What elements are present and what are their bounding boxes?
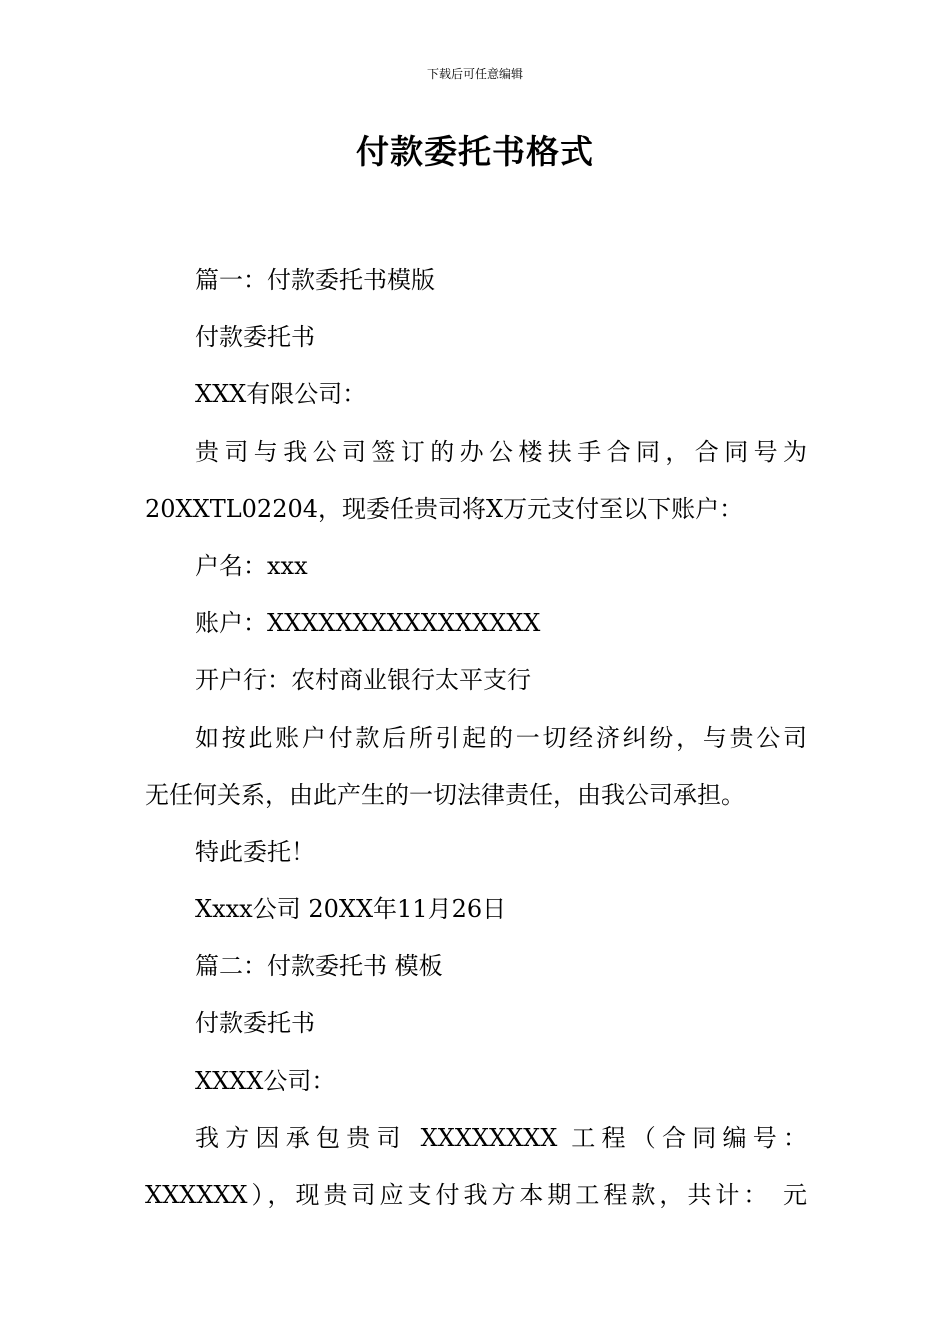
letter-title-2: 付款委托书 — [195, 1009, 315, 1038]
section-heading-2: 篇二：付款委托书 模板 — [195, 952, 443, 981]
paragraph-line: 如按此账户付款后所引起的一切经济纠纷，与贵公司 — [195, 723, 807, 752]
section-heading-1: 篇一：付款委托书模版 — [195, 266, 435, 294]
bank-line: 开户行：农村商业银行太平支行 — [195, 666, 531, 695]
letter-title-1: 付款委托书 — [195, 323, 315, 352]
page-header-note: 下载后可任意编辑 — [426, 67, 523, 81]
paragraph-line: 20XXTL02204，现委任贵司将X万元支付至以下账户： — [145, 494, 744, 523]
paragraph-line: 无任何关系，由此产生的一切法律责任，由我公司承担。 — [145, 780, 745, 809]
closing-line: 特此委托！ — [195, 837, 315, 866]
paragraph-line: 我方因承包贵司 XXXXXXXX 工程（合同编号： — [195, 1123, 807, 1152]
recipient-1: XXX有限公司： — [195, 380, 367, 409]
paragraph-line: 贵司与我公司签订的办公楼扶手合同，合同号为 — [195, 437, 807, 466]
signature-date-line: Xxxx公司 20XX年11月26日 — [195, 895, 507, 924]
paragraph-line: XXXXXX），现贵司应支付我方本期工程款，共计： 元 — [145, 1181, 807, 1209]
recipient-2: XXXX公司： — [195, 1066, 336, 1095]
account-name-line: 户名：xxx — [195, 551, 308, 580]
account-number-line: 账户：XXXXXXXXXXXXXXXX — [195, 609, 541, 638]
document-body — [145, 252, 807, 1224]
document-title: 付款委托书格式 — [356, 132, 594, 171]
